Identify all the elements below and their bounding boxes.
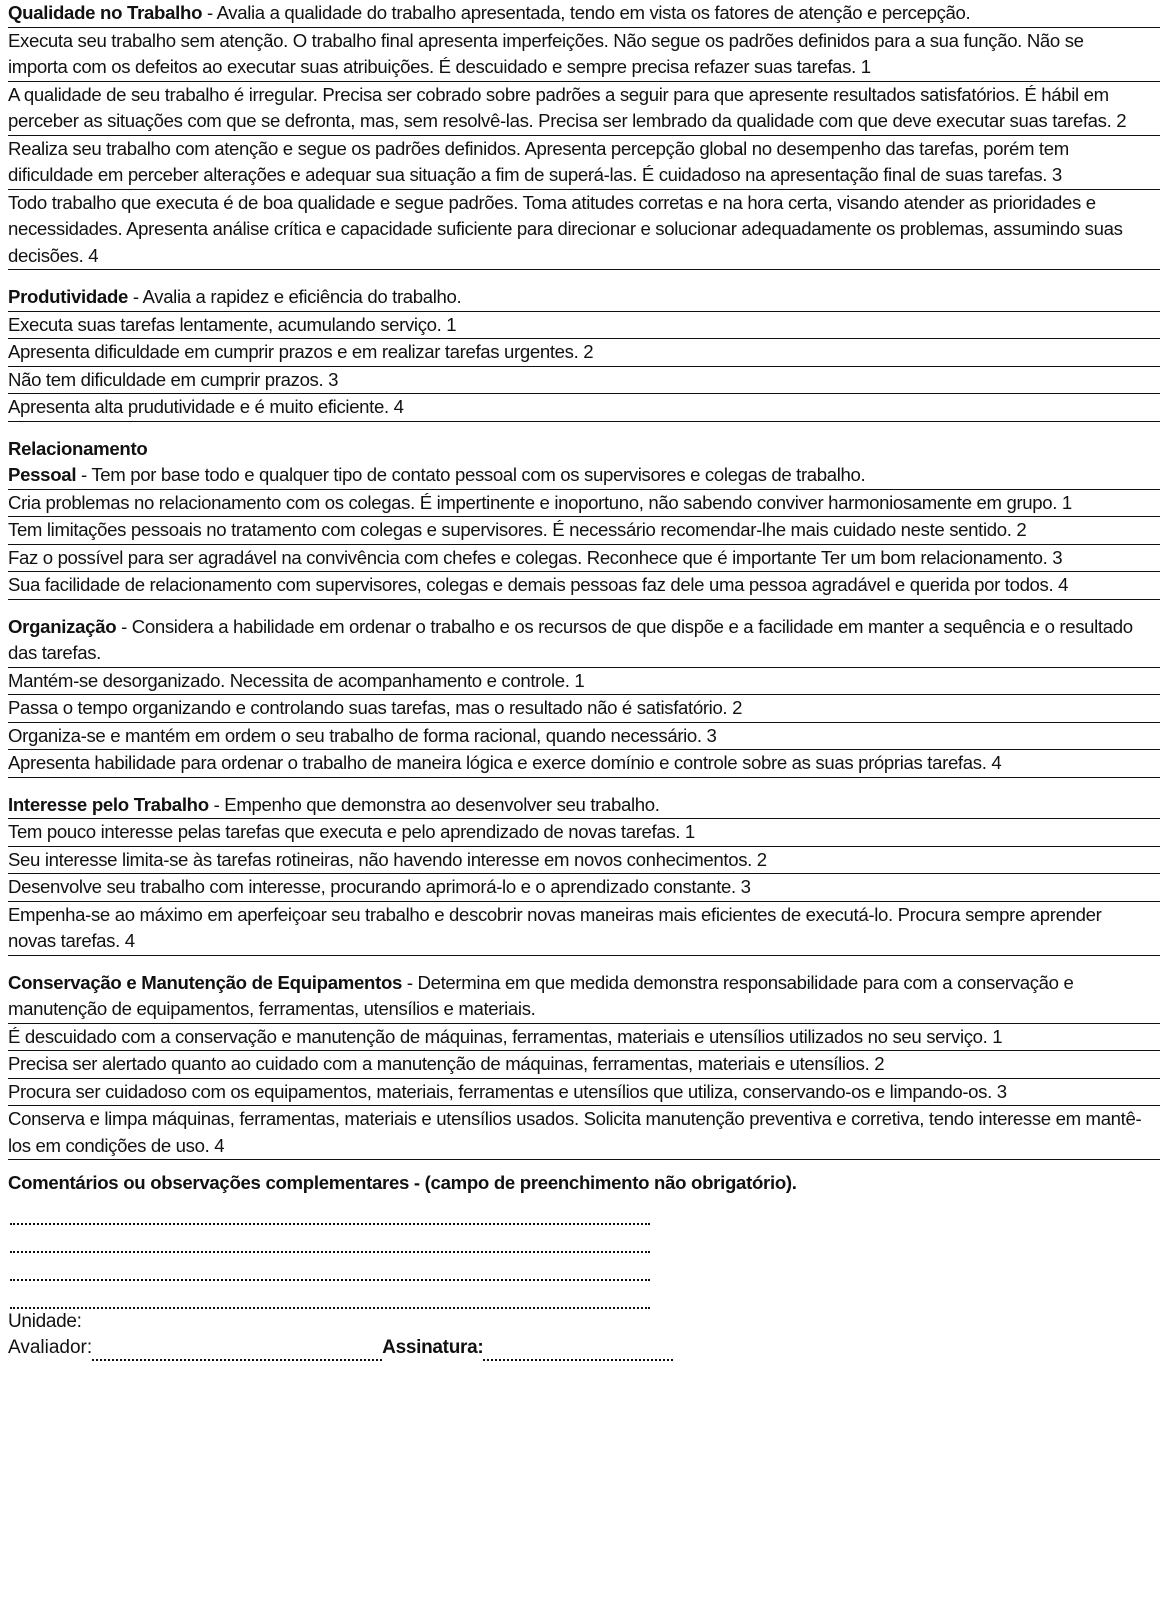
option-1[interactable]: É descuidado com a conservação e manutenção de máquinas, ferramentas, materiais e utensílios utilizados no seu serviço. 1 (8, 1024, 1160, 1052)
section-header (8, 792, 1160, 820)
comments-line-2[interactable] (10, 1225, 650, 1253)
evaluation-form (8, 0, 1160, 1361)
section-description: - Avalia a qualidade do trabalho apresentada, tendo em vista os fatores de atenção e percepção. (202, 2, 971, 23)
section-produtividade (8, 284, 1160, 422)
comments-line-4[interactable] (10, 1281, 650, 1309)
option-2[interactable]: Apresenta dificuldade em cumprir prazos e em realizar tarefas urgentes. 2 (8, 339, 1160, 367)
section-header (8, 284, 1160, 312)
avaliador-field[interactable] (92, 1343, 382, 1361)
section-organizacao (8, 614, 1160, 778)
option-1[interactable]: Cria problemas no relacionamento com os colegas. É impertinente e inoportuno, não sabendo conviver harmoniosamente em grupo. 1 (8, 490, 1160, 518)
section-description: - Considera a habilidade em ordenar o trabalho e os recursos de que dispõe e a facilidade em manter a sequência e o resultado das tarefas. (8, 615, 1133, 663)
assinatura-field[interactable] (483, 1343, 673, 1361)
option-2[interactable]: Passa o tempo organizando e controlando suas tarefas, mas o resultado não é satisfatório. 2 (8, 695, 1160, 723)
option-2[interactable]: Seu interesse limita-se às tarefas rotineiras, não havendo interesse em novos conhecimentos. 2 (8, 847, 1160, 875)
section-description: - Empenho que demonstra ao desenvolver seu trabalho. (208, 793, 660, 815)
option-1[interactable]: Executa suas tarefas lentamente, acumulando serviço. 1 (8, 312, 1160, 340)
option-4[interactable]: Todo trabalho que executa é de boa qualidade e segue padrões. Toma atitudes corretas e na hora certa, visando atender as prioridades e necessidades. Apresenta análise crítica e capacidade suficiente para direcionar e solucionar adequadamente os problemas, assumindo suas decisões. 4 (8, 190, 1160, 271)
option-4[interactable]: Conserva e limpa máquinas, ferramentas, materiais e utensílios usados. Solicita manutenção preventiva e corretiva, tendo interesse em mantê-los em condições de uso. 4 (8, 1106, 1160, 1160)
section-relacionamento (8, 436, 1160, 600)
section-header (8, 614, 1160, 668)
option-3[interactable]: Não tem dificuldade em cumprir prazos. 3 (8, 367, 1160, 395)
unidade-label: Unidade: (8, 1310, 82, 1332)
section-title: Interesse pelo Trabalho (8, 793, 209, 815)
comments-note: (campo de preenchimento não obrigatório). (424, 1172, 797, 1193)
avaliador-label: Avaliador: (8, 1336, 93, 1358)
section-qualidade (8, 0, 1160, 270)
option-1[interactable]: Mantém-se desorganizado. Necessita de acompanhamento e controle. 1 (8, 668, 1160, 696)
section-title: Organização (8, 615, 117, 637)
option-4[interactable]: Apresenta alta prudutividade e é muito eficiente. 4 (8, 394, 1160, 422)
section-group-title: Relacionamento (8, 437, 148, 459)
option-4[interactable]: Empenha-se ao máximo em aperfeiçoar seu trabalho e descobrir novas maneiras mais eficientes de executá-lo. Procura sempre aprender novas tarefas. 4 (8, 902, 1160, 956)
section-description: - Determina em que medida demonstra responsabilidade para com a conservação e manutenção de equipamentos, ferramentas, utensílios e materiais. (8, 971, 1074, 1019)
option-2[interactable]: Tem limitações pessoais no tratamento com colegas e supervisores. É necessário recomendar-lhe mais cuidado neste sentido. 2 (8, 517, 1160, 545)
section-description: - Avalia a rapidez e eficiência do trabalho. (128, 286, 462, 307)
option-2[interactable]: Precisa ser alertado quanto ao cuidado com a manutenção de máquinas, ferramentas, materiais e utensílios. 2 (8, 1051, 1160, 1079)
option-3[interactable]: Desenvolve seu trabalho com interesse, procurando aprimorá-lo e o aprendizado constante. 3 (8, 874, 1160, 902)
option-4[interactable]: Sua facilidade de relacionamento com supervisores, colegas e demais pessoas faz dele uma pessoa agradável e querida por todos. 4 (8, 572, 1160, 600)
section-header (8, 970, 1160, 1024)
unidade-field[interactable] (8, 1309, 1160, 1335)
section-header (8, 462, 1160, 490)
section-header (8, 0, 1160, 28)
comments-title: Comentários ou observações complementares - (8, 1172, 420, 1193)
option-3[interactable]: Faz o possível para ser agradável na convivência com chefes e colegas. Reconhece que é importante Ter um bom relacionamento. 3 (8, 545, 1160, 573)
section-title: Conservação e Manutenção de Equipamentos (8, 971, 403, 993)
option-3[interactable]: Organiza-se e mantém em ordem o seu trabalho de forma racional, quando necessário. 3 (8, 723, 1160, 751)
comments-header (8, 1170, 1160, 1197)
option-3[interactable]: Realiza seu trabalho com atenção e segue os padrões definidos. Apresenta percepção global no desempenho das tarefas, porém tem dificuldade em perceber alterações e adequar sua situação a fim de superá-las. É cuidadoso na apresentação final de suas tarefas. 3 (8, 136, 1160, 190)
assinatura-label: Assinatura: (382, 1336, 484, 1358)
section-title: Qualidade no Trabalho (8, 2, 203, 23)
signature-row (8, 1335, 1160, 1361)
section-conservacao (8, 970, 1160, 1161)
comments-line-1[interactable] (10, 1197, 650, 1225)
section-title: Pessoal (8, 464, 77, 485)
section-title: Produtividade (8, 286, 129, 307)
option-3[interactable]: Procura ser cuidadoso com os equipamentos, materiais, ferramentas e utensílios que utiliza, conservando-os e limpando-os. 3 (8, 1079, 1160, 1107)
option-1[interactable]: Tem pouco interesse pelas tarefas que executa e pelo aprendizado de novas tarefas. 1 (8, 819, 1160, 847)
option-1[interactable]: Executa seu trabalho sem atenção. O trabalho final apresenta imperfeições. Não segue os padrões definidos para a sua função. Não se importa com os defeitos ao executar suas atribuições. É descuidado e sempre precisa refazer suas tarefas. 1 (8, 28, 1160, 82)
option-2[interactable]: A qualidade de seu trabalho é irregular. Precisa ser cobrado sobre padrões a seguir para que apresente resultados satisfatórios. É hábil em perceber as situações com que se defronta, mas, sem resolvê-las. Precisa ser lembrado da qualidade com que deve executar suas tarefas. 2 (8, 82, 1160, 136)
section-interesse (8, 792, 1160, 956)
comments-line-3[interactable] (10, 1253, 650, 1281)
option-4[interactable]: Apresenta habilidade para ordenar o trabalho de maneira lógica e exerce domínio e controle sobre as suas próprias tarefas. 4 (8, 750, 1160, 778)
section-description: - Tem por base todo e qualquer tipo de contato pessoal com os supervisores e colegas de trabalho. (76, 464, 866, 485)
